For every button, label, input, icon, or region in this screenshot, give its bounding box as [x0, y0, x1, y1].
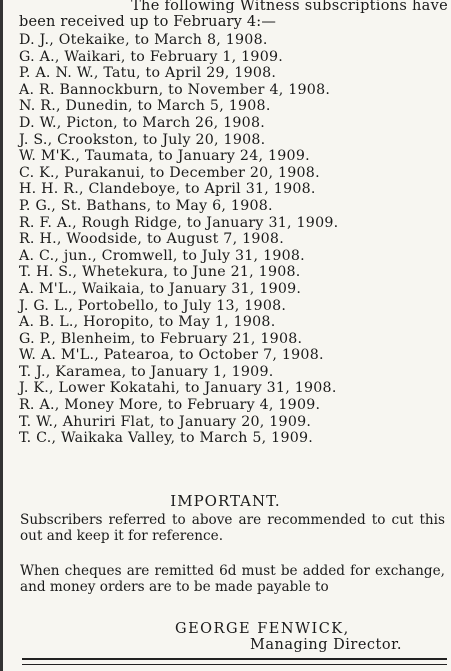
- list-item: D. W., Picton, to March 26, 1908.: [19, 114, 265, 131]
- intro-line-2: been received up to February 4:—: [19, 14, 277, 30]
- list-item: A. C., jun., Cromwell, to July 31, 1908.: [19, 247, 305, 264]
- list-item: R. F. A., Rough Ridge, to January 31, 1909.: [19, 214, 339, 231]
- list-item: A. R. Bannockburn, to November 4, 1908.: [19, 81, 331, 98]
- notice-paragraph-1: Subscribers referred to above are recommended to cut this out and keep it for reference.: [20, 512, 445, 544]
- list-item: N. R., Dunedin, to March 5, 1908.: [19, 98, 271, 115]
- list-item: T. J., Karamea, to January 1, 1909.: [19, 363, 274, 380]
- intro-line-1: The following Witness subscriptions have: [131, 0, 448, 14]
- list-item: T. C., Waikaka Valley, to March 5, 1909.: [19, 430, 314, 447]
- list-item: J. G. L., Portobello, to July 13, 1908.: [19, 297, 287, 314]
- list-item: P. A. N. W., Tatu, to April 29, 1908.: [19, 65, 277, 82]
- left-edge-shadow: [0, 0, 3, 671]
- list-item: J. K., Lower Kokatahi, to January 31, 1908.: [19, 380, 337, 397]
- list-item: G. A., Waikari, to February 1, 1909.: [19, 48, 284, 65]
- subscription-list: [19, 32, 444, 447]
- list-item: A. M'L., Waikaia, to January 31, 1909.: [19, 280, 302, 297]
- list-item: G. P., Blenheim, to February 21, 1908.: [19, 330, 303, 347]
- intro-text: [20, 0, 448, 30]
- list-item: D. J., Otekaike, to March 8, 1908.: [19, 32, 268, 48]
- list-item: T. W., Ahuriri Flat, to January 20, 1909.: [19, 413, 312, 430]
- list-item: J. S., Crookston, to July 20, 1908.: [19, 131, 266, 148]
- list-item: H. H. R., Clandeboye, to April 31, 1908.: [19, 181, 316, 198]
- list-item: R. A., Money More, to February 4, 1909.: [19, 397, 321, 414]
- list-item: C. K., Purakanui, to December 20, 1908.: [19, 164, 320, 181]
- list-item: P. G., St. Bathans, to May 6, 1908.: [19, 197, 273, 214]
- signature-title: Managing Director.: [250, 637, 403, 653]
- list-item: W. A. M'L., Patearoa, to October 7, 1908.: [19, 347, 324, 364]
- list-item: R. H., Woodside, to August 7, 1908.: [19, 231, 284, 248]
- bottom-rule: [22, 658, 447, 665]
- notice-paragraph-2: When cheques are remitted 6d must be added for exchange, and money orders are to be made payable to: [20, 563, 445, 595]
- list-item: A. B. L., Horopito, to May 1, 1908.: [19, 314, 276, 331]
- list-item: W. M'K., Taumata, to January 24, 1909.: [19, 148, 310, 165]
- important-heading: IMPORTANT.: [170, 492, 281, 510]
- signature-name: GEORGE FENWICK,: [175, 621, 350, 637]
- list-item: T. H. S., Whetekura, to June 21, 1908.: [19, 264, 301, 281]
